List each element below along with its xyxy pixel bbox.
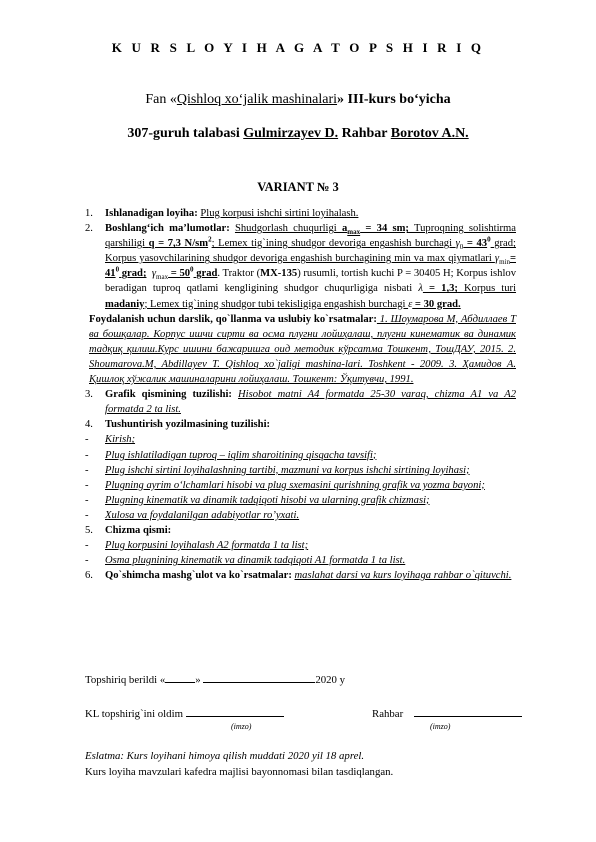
rahbar-name: Borotov A.N. [390,126,469,141]
student-signature-blank [186,706,284,717]
resistance-value: q = 7,3 N/sm [148,238,209,250]
fan-subject: Qishloq xo‘jalik mashinalari [176,92,338,107]
structure-list [85,432,516,523]
item-1 [85,206,516,221]
document-title: K U R S L O Y I H A G A T O P S H I R I Q [111,40,485,55]
item-label: Grafik qismining tuzilishi: [105,389,232,401]
item-label: Ishlanadigan loyiha: [105,208,198,219]
body-type-text: Korpus turi [457,283,517,295]
issued-line [85,672,345,686]
group-text: 307-guruh talabasi [127,126,244,141]
variant-heading: VARIANT № 3 [257,180,339,194]
student-name: Gulmirzayev D. [243,126,339,141]
item-4 [85,417,516,432]
item-6 [85,568,516,583]
item-number: 6. [85,570,93,582]
received-label: KL topshirig`ini oldim [85,708,186,720]
item-number: 5. [85,524,93,536]
student-line [0,126,596,142]
list-item [85,508,516,523]
literature-label: Foydalanish uchun darslik, qo`llanma va uslubiy ko`rsatmalar: [89,313,377,325]
gamma0-sup: 0 [487,235,491,244]
list-item [85,538,516,553]
bottom-angle-text: ; Lemex tig`ining shudgor tubi tekisligiga engashish burchagi [144,298,409,310]
literature-block [85,312,516,387]
item-label: Chizma qismi: [105,524,172,536]
tractor-force-text: ) rusumli, tortish kuchi P = 30405 H; Korpus ishlov beradigan tuproq qatlami kengligining shudgor chuqurligiga nisbati [105,268,516,295]
resistance-text: Tuproqning solishtirma qarshiligi [105,223,516,250]
item-5 [85,523,516,538]
item-number: 3. [85,389,93,401]
list-item [85,553,516,568]
list-item-text: Plugning kinematik va dinamik tadqiqoti hisobi va ularning grafik chizmasi; [105,494,430,506]
gamma-min-sup: 0 [115,265,120,274]
item-3 [85,387,516,417]
gamma-max-value: = 50 [168,268,191,280]
gamma-max-sup: 0 [190,265,194,274]
gamma-max-sub: max [156,273,169,282]
depth-text: Shudgorlash chuqurligi [234,223,342,235]
item-2 [85,221,516,312]
dash-marker: - [85,494,89,506]
list-item-text: Plug korpusini loyihalash A2 formatda 1 ta list; [105,540,309,552]
list-item [85,448,516,463]
list-item-text: Plug ishlatiladigan tuproq – iqlim sharoitining qisqacha tavsifi; [105,449,377,461]
tractor-text: . Traktor ( [217,268,261,280]
amax-symbol: a [341,223,348,235]
dash-marker: - [85,464,89,476]
list-item [85,463,516,478]
depth-value: = 34 sm; [360,223,409,235]
item-label: Boshlang‘ich ma’lumotlar: [105,223,230,235]
approval-note: Kurs loyiha mavzulari kafedra majlisi bayonnomasi bilan tasdiqlangan. [85,766,394,778]
gamma0-sub: 0 [459,243,464,252]
epsilon-value: = 30 grad. [412,298,461,310]
item-number: 4. [85,419,93,431]
deadline-note: Eslatma: Kurs loyihani himoya qilish muddati 2020 yil 18 aprel. [85,750,365,762]
item-value: maslahat darsi va kurs loyihaga rahbar o`qituvchi. [294,570,512,582]
rahbar-label: Rahbar [338,126,391,141]
item-label: Tushuntirish yozilmasining tuzilishi: [105,419,271,431]
body-type: madaniy [105,298,145,310]
subject-line [0,92,596,108]
gamma-min-symbol: γ [494,253,500,265]
dash-marker: - [85,449,89,461]
rahbar-signature-line [372,706,522,720]
list-item-text: Kirish; [105,434,136,446]
angle-text: ; Lemex tig`ining shudgor devoriga engashish burchagi [211,238,456,250]
drawing-list [85,538,516,568]
rahbar-signature-blank [414,706,522,717]
gamma-max-symbol: γ [151,268,157,280]
gamma0-symbol: γ [455,238,460,250]
dash-marker: - [85,479,89,491]
lambda-value: = 1,3; [422,283,458,295]
issued-year: 2020 y [315,674,346,686]
day-blank [165,672,195,683]
item-value: Hisobot matni A4 formatda 25-30 varaq, chizma A1 va A2 formatda 2 ta list. [105,389,516,416]
item-number: 1. [85,208,93,219]
rahbar-footer-label: Rahbar [372,708,404,720]
literature-text: 1. Шоумарова М, Абдиллаев Т ва бошқалар. Корпус ишчи сирти ва осма плугни лойиҳалаш, плугни кинематик ва динамик тадқиқ қилиш.Курс ишини бажаришга оид методик кўрсатма Тошкент, ТошДАУ, 2015. 2. Shoumarova.M, Abdillayev T. Qishloq xo`jaligi mashina-lari. Toshkent - 2009. 3. Ҳамидов А. Қишлоқ хўжалик машиналарини лойиҳалаш. Тошкент: Ўқитувчи, 1991. [89,313,516,386]
amax-sub: max [347,228,361,237]
month-blank [203,672,315,683]
issued-mid: » [195,674,204,686]
list-item [85,432,516,447]
gamma-min-sub: min [499,258,510,267]
list-item-text: Plug ishchi sirtini loyihalashning tartibi, mazmuni va korpus ishchi sirtining loyihasi; [105,464,470,476]
imzo-label-student: (imzo) [231,722,252,731]
tractor-model: MX-135 [260,268,298,280]
issued-prefix: Topshiriq berildi « [85,674,166,686]
list-item [85,478,516,493]
assignment-body [85,206,516,583]
dash-marker: - [85,509,89,521]
generatrix-text: grad; Korpus yasovchilarining shudgor devoriga engashish burchagining min va max qiymatlari [105,238,516,265]
dash-marker: - [85,540,89,552]
gamma-min-unit: grad; [119,268,147,280]
resistance-sup: 2 [208,235,212,244]
dash-marker: - [85,555,89,567]
dash-marker: - [85,434,89,446]
item-number: 2. [85,223,93,235]
gamma-max-unit: grad [193,268,218,280]
fan-suffix: » III-kurs bo‘yicha [337,92,451,107]
item-value: Plug korpusi ishchi sirtini loyihalash. [200,208,359,219]
gamma0-value: = 43 [463,238,488,250]
fan-prefix: Fan « [145,92,177,107]
list-item-text: Osma plugnining kinematik va dinamik tadqiqoti A1 formatda 1 ta list. [105,555,406,567]
lambda-symbol: λ [418,283,423,295]
list-item-text: Xulosa va foydalanilgan adabiyotlar ro’yxati. [105,509,300,521]
list-item-text: Plugning ayrim o‘lchamlari hisobi va plug sxemasini qurishning grafik va yozma bayoni; [105,479,485,491]
received-line [85,706,284,720]
list-item [85,493,516,508]
imzo-label-rahbar: (imzo) [430,722,451,731]
epsilon-symbol: ε [408,298,413,310]
item-label: Qo`shimcha mashg`ulot va ko`rsatmalar: [105,570,292,582]
gamma-min-value: = 41 [105,253,516,280]
